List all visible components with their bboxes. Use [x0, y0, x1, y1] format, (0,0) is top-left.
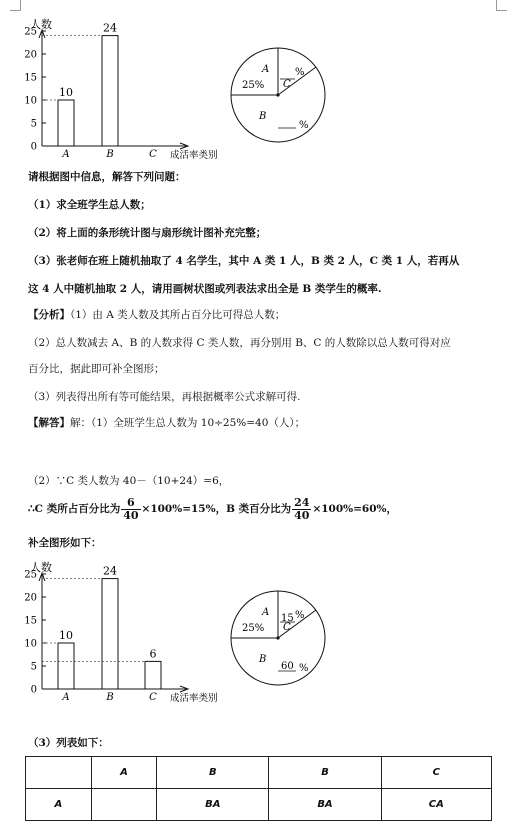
pie-center-dot — [276, 93, 279, 96]
pie-label-c: C — [283, 622, 291, 633]
bar-value-label: 6 — [149, 647, 157, 661]
pie-unit-b: % — [299, 120, 309, 131]
pie-pct-a: 25% — [242, 80, 265, 91]
pie-unit-b: % — [299, 663, 309, 674]
question-3-line-1: （3）张老师在班上随机抽取了 4 名学生，其中 A 类 1 人，B 类 2 人，C 类 1 人，若再从 — [28, 255, 460, 267]
table-cell — [26, 757, 92, 789]
pie-label-b: B — [259, 654, 267, 665]
table-cell: A — [91, 757, 157, 789]
fraction-c-num: 6 — [121, 497, 140, 510]
pie-label-a: A — [262, 607, 270, 618]
y-tick-label: 10 — [24, 95, 37, 107]
bar-value-label: 10 — [59, 629, 73, 642]
y-tick-label: 20 — [24, 592, 37, 604]
table-cell: BA — [269, 789, 381, 821]
y-tick-label: 5 — [30, 661, 37, 673]
chart-1 — [20, 10, 500, 160]
bar-value-label: 10 — [59, 86, 73, 99]
pie-label-a: A — [262, 64, 270, 75]
table-cell: BA — [157, 789, 269, 821]
table-header-row — [26, 757, 492, 789]
analysis-2-line-2: 百分比，据此即可补全图形； — [28, 363, 165, 375]
x-axis-label: 成活率类别 — [170, 150, 218, 160]
outcome-table — [25, 756, 492, 821]
bar-value-label: 24 — [103, 21, 117, 35]
pie-unit-c: % — [295, 67, 305, 78]
y-tick-label: 15 — [24, 72, 37, 84]
bar — [102, 36, 118, 146]
analysis-2-line-1: （2）总人数减去 A、B 的人数求得 C 类人数，再分别用 B、C 的人数除以总人数可得对应 — [28, 337, 451, 349]
y-tick-label: 0 — [30, 684, 37, 696]
y-tick-label: 5 — [30, 118, 37, 130]
x-tick-label: A — [62, 692, 70, 703]
x-tick-label: B — [106, 692, 114, 703]
solution-tag: 【解答】 — [28, 417, 70, 429]
fraction-c-den: 40 — [123, 508, 139, 522]
fraction-c — [121, 497, 140, 522]
pie-label-c: C — [283, 79, 291, 90]
fill-in-caption: 补全图形如下： — [28, 537, 102, 549]
pie-pct-c: 15 — [281, 613, 294, 624]
pie-unit-c: % — [295, 610, 305, 621]
pie-center-dot — [276, 636, 279, 639]
fraction-b — [292, 497, 311, 522]
y-tick-label: 0 — [30, 141, 37, 153]
table-cell: A — [26, 789, 92, 821]
bar-value-label: 24 — [103, 564, 117, 578]
x-tick-label: C — [149, 692, 157, 703]
x-tick-label: C — [149, 149, 157, 160]
table-cell: CA — [381, 789, 491, 821]
pie-label-b: B — [259, 111, 267, 122]
y-tick-label: 25 — [24, 569, 37, 581]
fraction-b-num: 24 — [294, 495, 310, 509]
bar — [58, 100, 74, 146]
list-caption: （3）列表如下： — [28, 737, 109, 749]
y-tick-label: 15 — [24, 615, 37, 627]
y-axis-label: 人数 — [30, 561, 52, 574]
y-tick-label: 10 — [24, 638, 37, 650]
question-2: （2）将上面的条形统计图与扇形统计图补充完整； — [28, 227, 267, 239]
intro-text: 请根据图中信息，解答下列问题： — [28, 171, 186, 183]
question-1: （1）求全班学生总人数； — [28, 199, 151, 211]
analysis-3: （3）列表得出所有等可能结果，再根据概率公式求解可得. — [28, 391, 301, 403]
bar — [58, 643, 74, 689]
table-cell: C — [381, 757, 491, 789]
solution-3 — [28, 494, 397, 524]
table-cell: B — [269, 757, 381, 789]
table-cell — [91, 789, 157, 821]
analysis-1 — [28, 308, 285, 322]
pie-pct-b: 60 — [281, 661, 294, 672]
table-cell: B — [157, 757, 269, 789]
x-axis-label: 成活率类别 — [170, 693, 218, 703]
y-axis-label: 人数 — [30, 18, 52, 31]
solution-1 — [28, 416, 305, 430]
x-tick-label: A — [62, 149, 70, 160]
solution-3-post: ×100%=60%， — [312, 503, 398, 515]
solution-3-mid: ×100%=15%，B 类百分比为 — [141, 503, 292, 515]
table-row — [26, 789, 492, 821]
y-tick-label: 20 — [24, 49, 37, 61]
y-tick-label: 25 — [24, 26, 37, 38]
analysis-1-text: （1）由 A 类人数及其所占百分比可得总人数； — [70, 309, 286, 321]
pie-pct-a: 25% — [242, 623, 265, 634]
solution-3-pre: ∴C 类所占百分比为 — [28, 503, 121, 515]
bar — [145, 661, 161, 689]
solution-2: （2）∵C 类人数为 40－（10+24）=6， — [28, 475, 230, 487]
bar — [102, 579, 118, 689]
x-tick-label: B — [106, 149, 114, 160]
analysis-tag: 【分析】 — [28, 309, 70, 321]
fraction-b-den: 40 — [294, 508, 310, 522]
solution-1-text: 解：（1）全班学生总人数为 10÷25%=40（人）； — [70, 417, 306, 429]
chart-2 — [20, 553, 500, 703]
question-3-line-2: 这 4 人中随机抽取 2 人，请用画树状图或列表法求出全是 B 类学生的概率. — [28, 283, 382, 295]
